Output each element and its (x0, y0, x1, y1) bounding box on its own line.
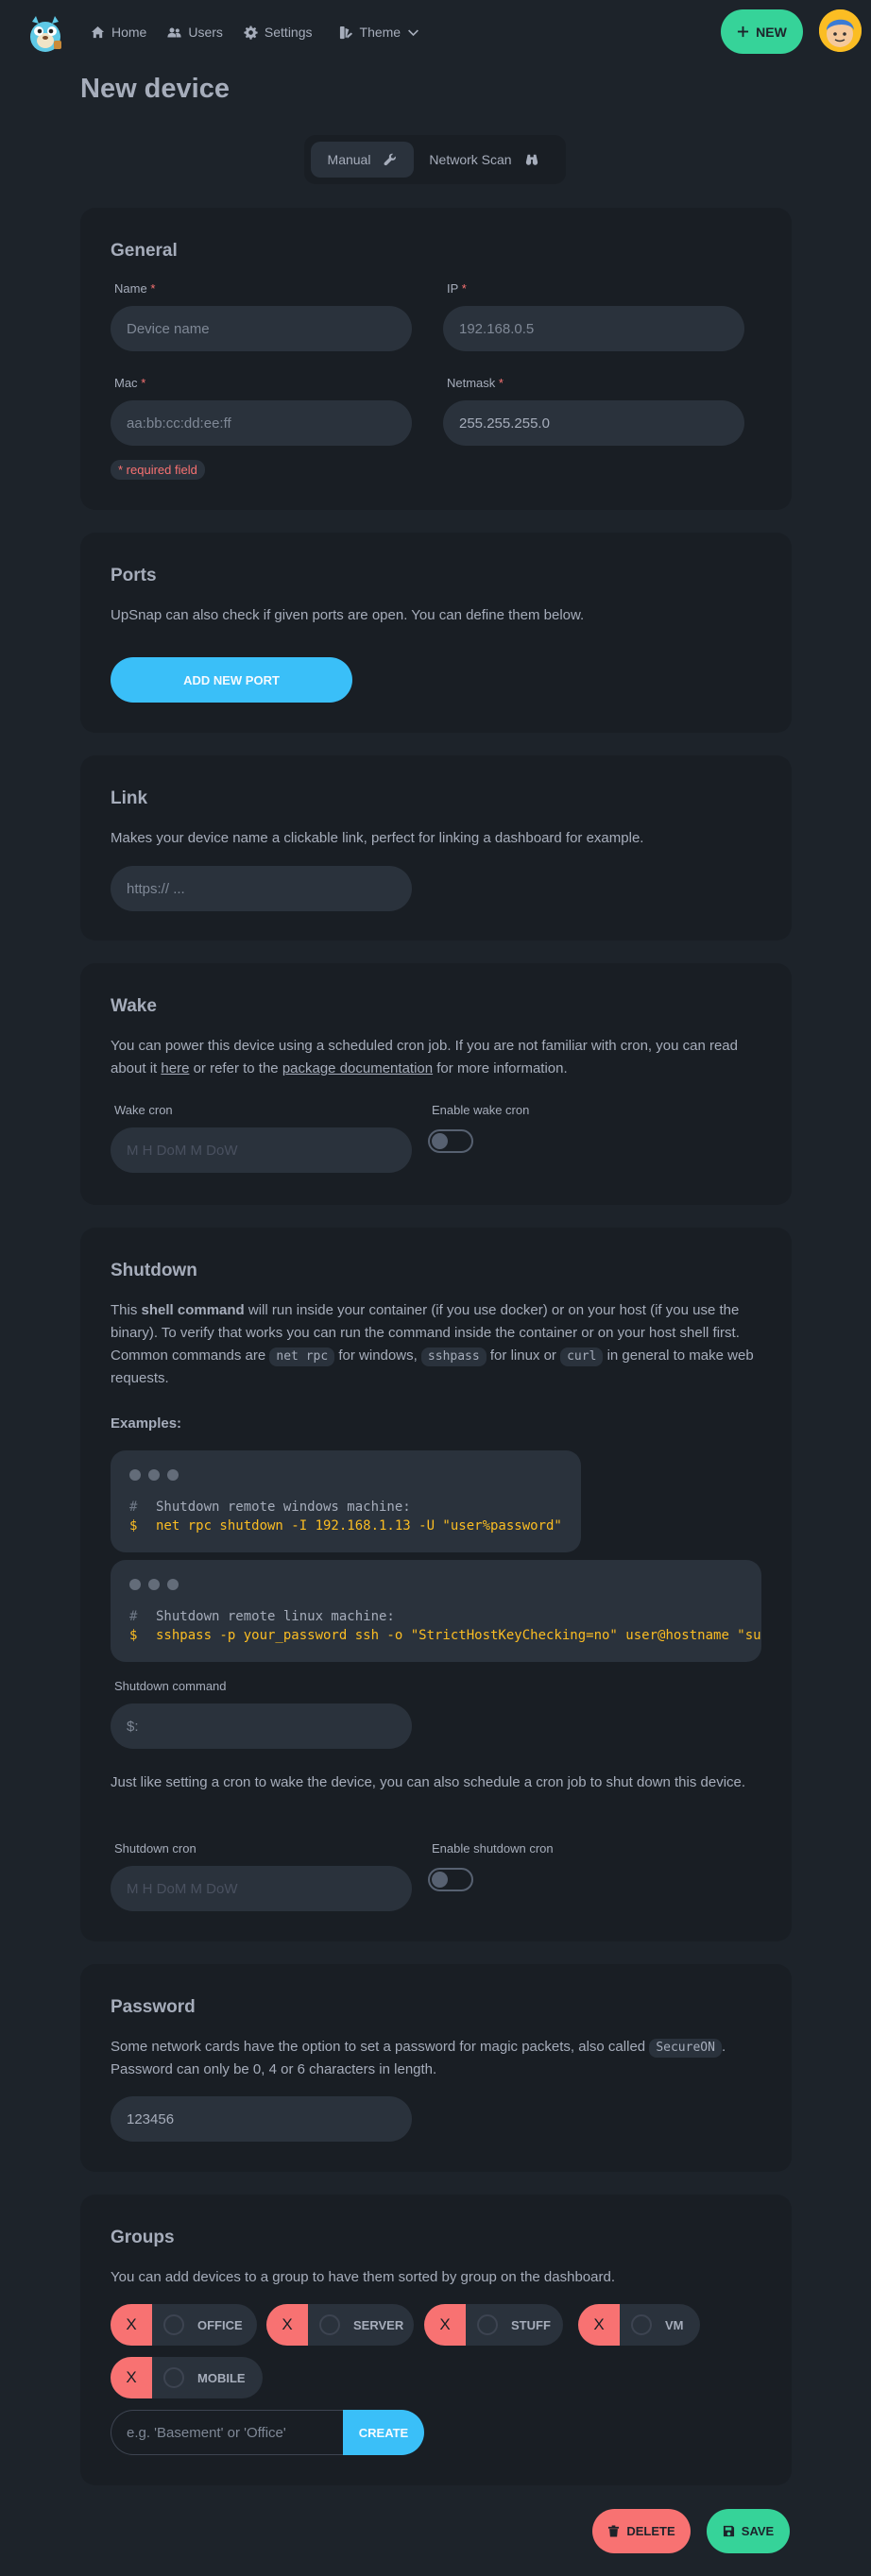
required-field-badge: * required field (111, 460, 205, 480)
users-icon (167, 25, 181, 40)
mac-input[interactable] (111, 400, 412, 446)
ip-input[interactable] (443, 306, 744, 351)
mac-placeholder: aa:bb:cc:dd:ee:ff (127, 415, 231, 432)
ip-label (447, 281, 467, 296)
example-linux-comment: # Shutdown remote linux machine: (129, 1609, 395, 1624)
link-card (80, 755, 792, 941)
home-icon (91, 25, 105, 40)
shutdown-cron-input[interactable] (111, 1866, 412, 1911)
group-select-radio[interactable] (319, 2314, 340, 2335)
nav-theme[interactable] (339, 25, 420, 40)
shutdown-enable-label: Enable shutdown cron (432, 1841, 554, 1856)
general-card (80, 208, 792, 510)
link-description: Makes your device name a clickable link, perfect for linking a dashboard for example. (111, 830, 644, 846)
shutdown-desc-5: in general to make web requests. (111, 1347, 754, 1386)
wake-desc-2: or refer to the (193, 1060, 279, 1076)
remove-group-button[interactable]: X (111, 2304, 152, 2346)
chevron-down-icon (407, 26, 419, 39)
nav-users[interactable] (167, 25, 223, 40)
group-select-radio[interactable] (163, 2314, 184, 2335)
wake-title: Wake (111, 996, 157, 1016)
group-chip-stuff (424, 2304, 563, 2346)
password-value: 123456 (127, 2110, 175, 2127)
navbar (0, 0, 871, 64)
wake-enable-toggle[interactable] (428, 1129, 473, 1153)
shutdown-cron-label: Shutdown cron (114, 1841, 196, 1856)
code-curl: curl (560, 1347, 603, 1366)
palette-icon (339, 25, 353, 40)
netmask-label (447, 376, 504, 390)
delete-label: DELETE (626, 2524, 675, 2538)
ip-placeholder: 192.168.0.5 (459, 320, 535, 337)
shutdown-enable-toggle[interactable] (428, 1868, 473, 1891)
example-windows-code (111, 1450, 581, 1552)
cron-here-link[interactable]: here (161, 1060, 190, 1076)
group-chip-vm (578, 2304, 700, 2346)
netmask-input[interactable] (443, 400, 744, 446)
shutdown-title: Shutdown (111, 1261, 197, 1280)
required-asterisk: * (461, 281, 467, 296)
group-name: STUFF (511, 2317, 551, 2332)
wake-card (80, 963, 792, 1205)
shutdown-desc-4: for linux or (489, 1347, 556, 1364)
example-linux-command: $ sshpass -p your_password ssh -o "StrictHostKeyChecking=no" user@hostname "su (129, 1628, 761, 1643)
nav-home[interactable] (91, 25, 146, 40)
nav-users-label: Users (188, 25, 223, 40)
name-input[interactable] (111, 306, 412, 351)
new-device-label: NEW (756, 24, 787, 40)
netmask-value: 255.255.255.0 (459, 415, 550, 432)
shutdown-card (80, 1228, 792, 1941)
general-title: General (111, 241, 178, 261)
toggle-knob (432, 1133, 448, 1149)
name-label-text: Name (114, 281, 147, 296)
name-placeholder: Device name (127, 320, 210, 337)
window-dots (129, 1579, 179, 1590)
group-chip-server (266, 2304, 414, 2346)
shutdown-command-input[interactable] (111, 1703, 412, 1749)
nav-settings[interactable] (244, 25, 313, 40)
package-docs-link[interactable]: package documentation (282, 1060, 434, 1076)
mac-label (114, 376, 145, 390)
password-title: Password (111, 1997, 196, 2017)
name-label (114, 281, 155, 296)
save-icon (723, 2525, 735, 2537)
tab-network-scan[interactable] (418, 142, 550, 178)
nav-theme-label: Theme (359, 25, 401, 40)
example-linux-code (111, 1560, 761, 1662)
delete-button[interactable] (592, 2509, 691, 2553)
groups-card (80, 2195, 792, 2485)
tab-network-scan-label: Network Scan (429, 152, 512, 167)
trash-icon (607, 2525, 620, 2537)
shutdown-desc-2: will run inside your container (if you use docker) or on your host (if you use the binary). To verify that works you can run the command inside the container or on your host shell first. Common commands are (111, 1302, 740, 1364)
tab-manual[interactable] (311, 142, 414, 178)
required-asterisk: * (150, 281, 156, 296)
save-button[interactable] (707, 2509, 790, 2553)
avatar[interactable] (819, 9, 862, 52)
gear-icon (244, 25, 258, 40)
mac-label-text: Mac (114, 376, 138, 390)
password-desc-1: Some network cards have the option to set a password for magic packets, also called (111, 2039, 646, 2055)
shutdown-cron-placeholder: M H DoM M DoW (127, 1880, 238, 1897)
group-name: MOBILE (197, 2370, 246, 2385)
remove-group-button[interactable]: X (424, 2304, 466, 2346)
wake-description (111, 1035, 762, 1080)
plus-icon (737, 25, 749, 38)
toggle-knob (432, 1872, 448, 1888)
remove-group-button[interactable]: X (578, 2304, 620, 2346)
wake-cron-label: Wake cron (114, 1103, 173, 1117)
new-group-input[interactable] (111, 2410, 343, 2455)
nav-home-label: Home (111, 25, 147, 40)
password-input[interactable] (111, 2096, 412, 2142)
add-port-button[interactable]: ADD NEW PORT (111, 657, 352, 703)
binoculars-icon (525, 153, 538, 166)
new-group-form (111, 2410, 424, 2455)
remove-group-button[interactable]: X (111, 2357, 152, 2398)
ports-description: UpSnap can also check if given ports are open. You can define them below. (111, 607, 585, 623)
group-name: VM (665, 2317, 684, 2332)
nav-settings-label: Settings (264, 25, 313, 40)
remove-group-button[interactable]: X (266, 2304, 308, 2346)
example-windows-command: $ net rpc shutdown -I 192.168.1.13 -U "user%password" (129, 1518, 562, 1534)
group-name: OFFICE (197, 2317, 243, 2332)
wake-cron-placeholder: M H DoM M DoW (127, 1142, 238, 1159)
wake-enable-label: Enable wake cron (432, 1103, 530, 1117)
wrench-icon (384, 153, 397, 166)
shutdown-description (111, 1299, 762, 1390)
ip-label-text: IP (447, 281, 459, 296)
group-select-radio[interactable] (477, 2314, 498, 2335)
groups-description: You can add devices to a group to have them sorted by group on the dashboard. (111, 2269, 615, 2285)
group-chip-office (111, 2304, 257, 2346)
groups-title: Groups (111, 2228, 175, 2247)
group-name: SERVER (353, 2317, 404, 2332)
password-description (111, 2036, 762, 2081)
group-select-radio[interactable] (631, 2314, 652, 2335)
save-label: SAVE (741, 2524, 775, 2538)
code-net-rpc: net rpc (269, 1347, 334, 1366)
create-group-button[interactable]: CREATE (343, 2410, 424, 2455)
password-card (80, 1964, 792, 2172)
group-select-radio[interactable] (163, 2367, 184, 2388)
wake-desc-1: You can power this device using a scheduled cron job. If you are not familiar with cron, you can read about it (111, 1038, 738, 1076)
link-placeholder: https:// ... (127, 880, 185, 897)
wake-cron-input[interactable] (111, 1127, 412, 1173)
ports-title: Ports (111, 566, 157, 585)
group-chip-mobile (111, 2357, 263, 2398)
link-title: Link (111, 788, 148, 808)
shutdown-cron-description: Just like setting a cron to wake the device, you can also schedule a cron job to shut down this device. (111, 1774, 746, 1790)
tab-manual-label: Manual (327, 152, 371, 167)
shutdown-command-label: Shutdown command (114, 1679, 227, 1693)
new-device-button[interactable] (721, 9, 803, 54)
shutdown-desc-1: This (111, 1302, 138, 1318)
required-asterisk: * (498, 376, 504, 390)
shutdown-desc-3: for windows, (338, 1347, 418, 1364)
code-secureon: SecureON (649, 2039, 722, 2058)
new-group-placeholder: e.g. 'Basement' or 'Office' (127, 2424, 286, 2441)
shutdown-desc-bold: shell command (141, 1302, 245, 1318)
window-dots (129, 1469, 179, 1481)
app-logo[interactable] (26, 12, 64, 54)
ports-card (80, 533, 792, 733)
password-desc-2: . Password can only be 0, 4 or 6 characters in length. (111, 2039, 726, 2077)
code-sshpass: sshpass (421, 1347, 487, 1366)
required-asterisk: * (141, 376, 146, 390)
netmask-label-text: Netmask (447, 376, 496, 390)
mode-switch (304, 135, 566, 184)
example-windows-comment: # Shutdown remote windows machine: (129, 1500, 411, 1515)
examples-label: Examples: (111, 1415, 182, 1432)
shutdown-command-placeholder: $: (127, 1718, 139, 1735)
nav-links (91, 0, 419, 64)
link-input[interactable] (111, 866, 412, 911)
wake-desc-3: for more information. (436, 1060, 568, 1076)
page-title: New device (80, 74, 230, 104)
